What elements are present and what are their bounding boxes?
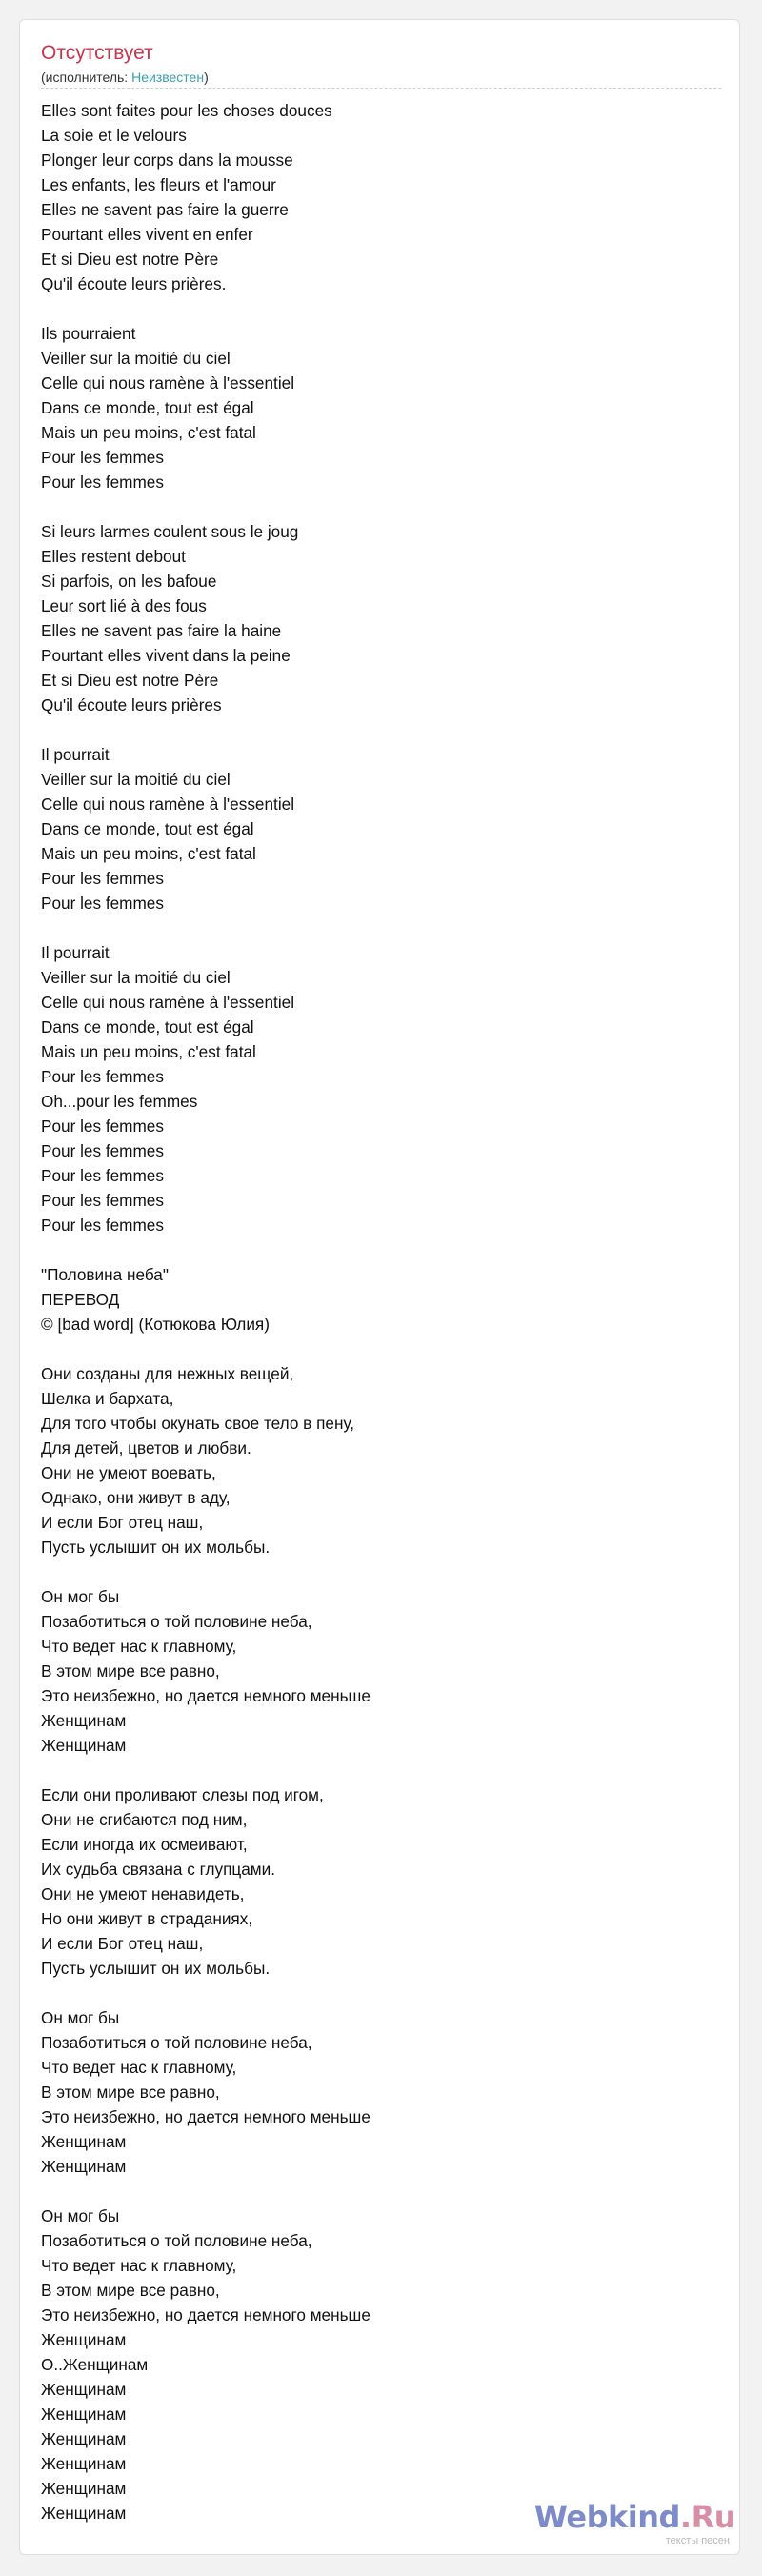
site-logo[interactable] bbox=[535, 2498, 735, 2551]
lyric-line: Женщинам bbox=[41, 2479, 127, 2498]
lyric-line: Et si Dieu est notre Père bbox=[41, 671, 219, 690]
lyric-line: Он мог бы bbox=[41, 2206, 120, 2225]
lyric-line bbox=[41, 717, 721, 742]
lyric-line bbox=[41, 2179, 721, 2204]
lyric-line: Однако, они живут в аду, bbox=[41, 1488, 231, 1507]
logo-tld: .Ru bbox=[679, 2499, 735, 2535]
lyric-line: Celle qui nous ramène à l'essentiel bbox=[41, 373, 295, 392]
lyric-line: Они не сгибаются под ним, bbox=[41, 1810, 248, 1829]
lyric-line: Позаботиться о той половине неба, bbox=[41, 1612, 312, 1631]
lyric-line: Dans ce monde, tout est égal bbox=[41, 1017, 254, 1036]
lyric-line: Qu'il écoute leurs prières. bbox=[41, 274, 227, 293]
lyric-line: Женщинам bbox=[41, 2132, 127, 2151]
logo-wordmark bbox=[534, 2498, 735, 2536]
lyric-line: Женщинам bbox=[41, 2454, 127, 2473]
lyric-line: Если они проливают слезы под игом, bbox=[41, 1785, 324, 1804]
logo-brand: Webkind bbox=[533, 2499, 680, 2535]
lyric-line: Это неизбежно, но дается немного меньше bbox=[41, 1686, 371, 1705]
lyric-line: Si parfois, on les bafoue bbox=[41, 572, 217, 591]
lyric-line bbox=[41, 916, 721, 940]
lyric-line: В этом мире все равно, bbox=[41, 2083, 220, 2102]
lyric-line: Mais un peu moins, c'est fatal bbox=[41, 1042, 256, 1061]
lyric-line: Женщинам bbox=[41, 2330, 127, 2349]
lyric-line: Pour les femmes bbox=[41, 1141, 164, 1160]
lyric-line: Pour les femmes bbox=[41, 473, 164, 492]
lyric-line: Elles sont faites pour les choses douces bbox=[41, 101, 332, 120]
lyric-line: Dans ce monde, tout est égal bbox=[41, 398, 254, 417]
lyric-line: Женщинам bbox=[41, 2380, 127, 2399]
lyric-line bbox=[41, 1758, 721, 1782]
lyric-line: Что ведет нас к главному, bbox=[41, 2256, 237, 2275]
lyric-line: Celle qui nous ramène à l'essentiel bbox=[41, 795, 295, 814]
lyric-line: И если Бог отец наш, bbox=[41, 1934, 204, 1953]
lyric-line: Pour les femmes bbox=[41, 1166, 164, 1185]
lyric-line: Celle qui nous ramène à l'essentiel bbox=[41, 993, 295, 1012]
lyrics-text bbox=[41, 98, 721, 2526]
lyric-line: Si leurs larmes coulent sous le joug bbox=[41, 522, 299, 541]
lyric-line: © [bad word] (Котюкова Юлия) bbox=[41, 1315, 270, 1334]
lyric-line: Elles ne savent pas faire la guerre bbox=[41, 200, 289, 219]
lyric-line: Это неизбежно, но дается немного меньше bbox=[41, 2305, 371, 2324]
logo-tagline: тексты песен bbox=[665, 2535, 730, 2546]
lyric-line: Plonger leur corps dans la mousse bbox=[41, 151, 293, 170]
lyric-line: Женщинам bbox=[41, 2405, 127, 2424]
lyric-line: Pour les femmes bbox=[41, 1067, 164, 1086]
lyric-line: Женщинам bbox=[41, 2429, 127, 2448]
lyric-line bbox=[41, 1337, 721, 1361]
lyric-line: Elles ne savent pas faire la haine bbox=[41, 621, 282, 640]
lyric-line: Ils pourraient bbox=[41, 324, 136, 343]
lyric-line: Их судьба связана с глупцами. bbox=[41, 1860, 275, 1879]
artist-line bbox=[41, 69, 209, 86]
lyric-line: Но они живут в страданиях, bbox=[41, 1909, 253, 1928]
lyric-line: Veiller sur la moitié du ciel bbox=[41, 968, 231, 987]
lyric-line: В этом мире все равно, bbox=[41, 2281, 220, 2300]
lyric-line bbox=[41, 1560, 721, 1584]
lyric-line: Il pourrait bbox=[41, 943, 110, 962]
lyric-line: Il pourrait bbox=[41, 745, 110, 764]
lyric-line bbox=[41, 1981, 721, 2005]
lyric-line: Elles restent debout bbox=[41, 547, 186, 566]
lyric-line: Leur sort lié à des fous bbox=[41, 596, 207, 615]
lyric-line: "Половина неба" bbox=[41, 1265, 169, 1284]
lyric-line: Pour les femmes bbox=[41, 1216, 164, 1235]
lyric-line: Mais un peu moins, c'est fatal bbox=[41, 844, 256, 863]
lyric-line: Они не умеют ненавидеть, bbox=[41, 1884, 245, 1903]
lyric-line: Oh...pour les femmes bbox=[41, 1092, 198, 1111]
lyric-line: Позаботиться о той половине неба, bbox=[41, 2231, 312, 2250]
lyric-line: Для детей, цветов и любви. bbox=[41, 1439, 251, 1458]
lyric-line: Pour les femmes bbox=[41, 1191, 164, 1210]
artist-link[interactable]: Неизвестен bbox=[131, 70, 205, 85]
lyric-line: ПЕРЕВОД bbox=[41, 1290, 120, 1309]
lyric-line: Пусть услышит он их мольбы. bbox=[41, 1959, 271, 1978]
lyric-line: Пусть услышит он их мольбы. bbox=[41, 1538, 271, 1557]
lyric-line: Для того чтобы окунать свое тело в пену, bbox=[41, 1414, 355, 1433]
lyric-line: Что ведет нас к главному, bbox=[41, 2058, 237, 2077]
lyric-line: Он мог бы bbox=[41, 2008, 120, 2027]
lyric-line: Pour les femmes bbox=[41, 1117, 164, 1136]
lyric-line: Они не умеют воевать, bbox=[41, 1463, 216, 1482]
title-divider bbox=[41, 88, 721, 89]
lyric-line: Pourtant elles vivent en enfer bbox=[41, 225, 253, 244]
lyric-line: Это неизбежно, но дается немного меньше bbox=[41, 2107, 371, 2126]
lyric-line: Если иногда их осмеивают, bbox=[41, 1835, 248, 1854]
lyric-line: Et si Dieu est notre Père bbox=[41, 250, 219, 269]
lyric-line: Позаботиться о той половине неба, bbox=[41, 2033, 312, 2052]
lyric-line: La soie et le velours bbox=[41, 126, 187, 145]
lyric-line: Pour les femmes bbox=[41, 869, 164, 888]
lyric-line: Dans ce monde, tout est égal bbox=[41, 819, 254, 838]
song-title: Отсутствует bbox=[41, 42, 153, 64]
lyric-line: Qu'il écoute leurs prières bbox=[41, 695, 222, 714]
lyric-line: В этом мире все равно, bbox=[41, 1661, 220, 1680]
lyric-line: Veiller sur la moitié du ciel bbox=[41, 349, 231, 368]
lyric-line bbox=[41, 494, 721, 519]
lyric-line: Шелка и бархата, bbox=[41, 1389, 174, 1408]
artist-prefix: (исполнитель: bbox=[41, 70, 132, 85]
lyric-line: Pour les femmes bbox=[41, 894, 164, 913]
lyric-line: Mais un peu moins, c'est fatal bbox=[41, 423, 256, 442]
lyric-line bbox=[41, 1238, 721, 1262]
lyric-line: Pour les femmes bbox=[41, 448, 164, 467]
lyric-line: Женщинам bbox=[41, 2157, 127, 2176]
lyric-line: Женщинам bbox=[41, 2504, 127, 2523]
lyric-line: Pourtant elles vivent dans la peine bbox=[41, 646, 291, 665]
artist-suffix: ) bbox=[204, 70, 209, 85]
lyric-line: И если Бог отец наш, bbox=[41, 1513, 204, 1532]
lyric-line: Женщинам bbox=[41, 1711, 127, 1730]
lyric-line: Он мог бы bbox=[41, 1587, 120, 1606]
lyric-line: О..Женщинам bbox=[41, 2355, 149, 2374]
lyric-line bbox=[41, 296, 721, 321]
lyric-line: Женщинам bbox=[41, 1736, 127, 1755]
lyric-line: Les enfants, les fleurs et l'amour bbox=[41, 175, 276, 194]
lyric-line: Они созданы для нежных вещей, bbox=[41, 1364, 294, 1383]
lyric-line: Что ведет нас к главному, bbox=[41, 1637, 237, 1656]
lyric-line: Veiller sur la moitié du ciel bbox=[41, 770, 231, 789]
lyrics-card bbox=[19, 19, 740, 2555]
